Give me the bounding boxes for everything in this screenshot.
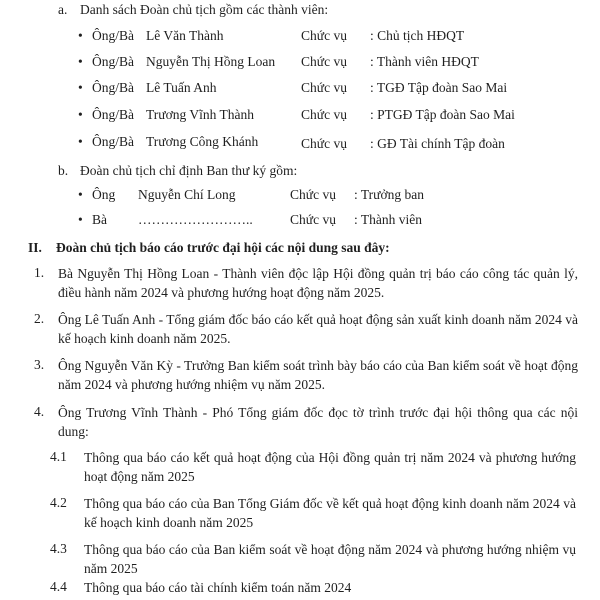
section-b-label: b. [58, 163, 69, 178]
bullet-icon: • [78, 187, 83, 202]
member-title: Ông/Bà [92, 107, 134, 122]
member-title: Ông [92, 187, 116, 202]
item-number: 1. [34, 265, 45, 280]
bullet-icon: • [78, 54, 83, 69]
member-role-label: Chức vụ [301, 54, 347, 69]
member-role-label: Chức vụ [290, 187, 336, 202]
member-name: Nguyễn Chí Long [138, 187, 236, 202]
section-b-heading: Đoàn chủ tịch chỉ định Ban thư ký gồm: [80, 163, 298, 178]
member-title: Ông/Bà [92, 54, 134, 69]
sub-item-text: Thông qua báo cáo tài chính kiểm toán năm 2024 [84, 580, 352, 595]
bullet-icon: • [78, 107, 83, 122]
member-role-label: Chức vụ [301, 136, 347, 151]
member-title: Ông/Bà [92, 134, 134, 149]
sub-item-number: 4.1 [50, 449, 67, 464]
member-role: : PTGĐ Tập đoàn Sao Mai [370, 107, 515, 122]
member-role: : Thành viên HĐQT [370, 54, 479, 69]
section-a-label: a. [58, 2, 68, 17]
item-number: 2. [34, 311, 45, 326]
section-ii-heading: Đoàn chủ tịch báo cáo trước đại hội các nội dung sau đây: [56, 240, 390, 255]
sub-item-text: Thông qua báo cáo kết quả hoạt động của Hội đồng quản trị năm 2024 và phương hướng hoạt động năm 2025 [84, 450, 576, 484]
member-name: …………………….. [138, 212, 253, 227]
member-role-label: Chức vụ [301, 80, 347, 95]
member-name: Nguyễn Thị Hồng Loan [146, 54, 276, 69]
member-role: : TGĐ Tập đoàn Sao Mai [370, 80, 508, 95]
member-title: Ông/Bà [92, 28, 134, 43]
member-title: Bà [92, 212, 107, 227]
item-text: Bà Nguyễn Thị Hồng Loan - Thành viên độc lập Hội đồng quản trị báo cáo công tác quản lý, điều hành năm 2024 và phương hướng hoạt động năm 2025. [58, 266, 578, 300]
bullet-icon: • [78, 80, 83, 95]
sub-item-text: Thông qua báo cáo của Ban kiểm soát về hoạt động năm 2024 và phương hướng nhiệm vụ năm 2025 [84, 542, 576, 576]
member-role-label: Chức vụ [301, 107, 347, 122]
bullet-icon: • [78, 134, 83, 149]
sub-item-number: 4.3 [50, 541, 67, 556]
bullet-icon: • [78, 28, 83, 43]
member-role-label: Chức vụ [290, 212, 336, 227]
member-role: : Trưởng ban [354, 187, 424, 202]
sub-item-number: 4.4 [50, 579, 67, 594]
sub-item-number: 4.2 [50, 495, 67, 510]
item-text: Ông Lê Tuấn Anh - Tổng giám đốc báo cáo kết quả hoạt động sản xuất kinh doanh năm 2024 và kế hoạch kinh doanh năm 2025. [58, 312, 578, 346]
member-name: Trương Công Khánh [146, 134, 259, 149]
item-number: 3. [34, 357, 45, 372]
bullet-icon: • [78, 212, 83, 227]
member-title: Ông/Bà [92, 80, 134, 95]
member-role: : Thành viên [354, 212, 422, 227]
member-role: : Chủ tịch HĐQT [370, 28, 465, 43]
member-name: Lê Tuấn Anh [146, 80, 217, 95]
member-name: Trương Vĩnh Thành [146, 107, 254, 122]
item-number: 4. [34, 404, 45, 419]
section-a-heading: Danh sách Đoàn chủ tịch gồm các thành viên: [80, 2, 329, 17]
sub-item-text: Thông qua báo cáo của Ban Tổng Giám đốc về kết quả hoạt động kinh doanh năm 2024 và kế hoạch kinh doanh năm 2025 [84, 496, 576, 530]
item-text: Ông Nguyễn Văn Kỳ - Trưởng Ban kiểm soát trình bày báo cáo của Ban kiểm soát về hoạt động năm 2024 và phương hướng nhiệm vụ năm 2025. [58, 358, 578, 392]
item-text: Ông Trương Vĩnh Thành - Phó Tổng giám đốc đọc tờ trình trước đại hội thông qua các nội dung: [58, 405, 578, 439]
section-ii-label: II. [28, 240, 42, 255]
member-role-label: Chức vụ [301, 28, 347, 43]
member-role: : GĐ Tài chính Tập đoàn [370, 136, 505, 151]
member-name: Lê Văn Thành [146, 28, 224, 43]
